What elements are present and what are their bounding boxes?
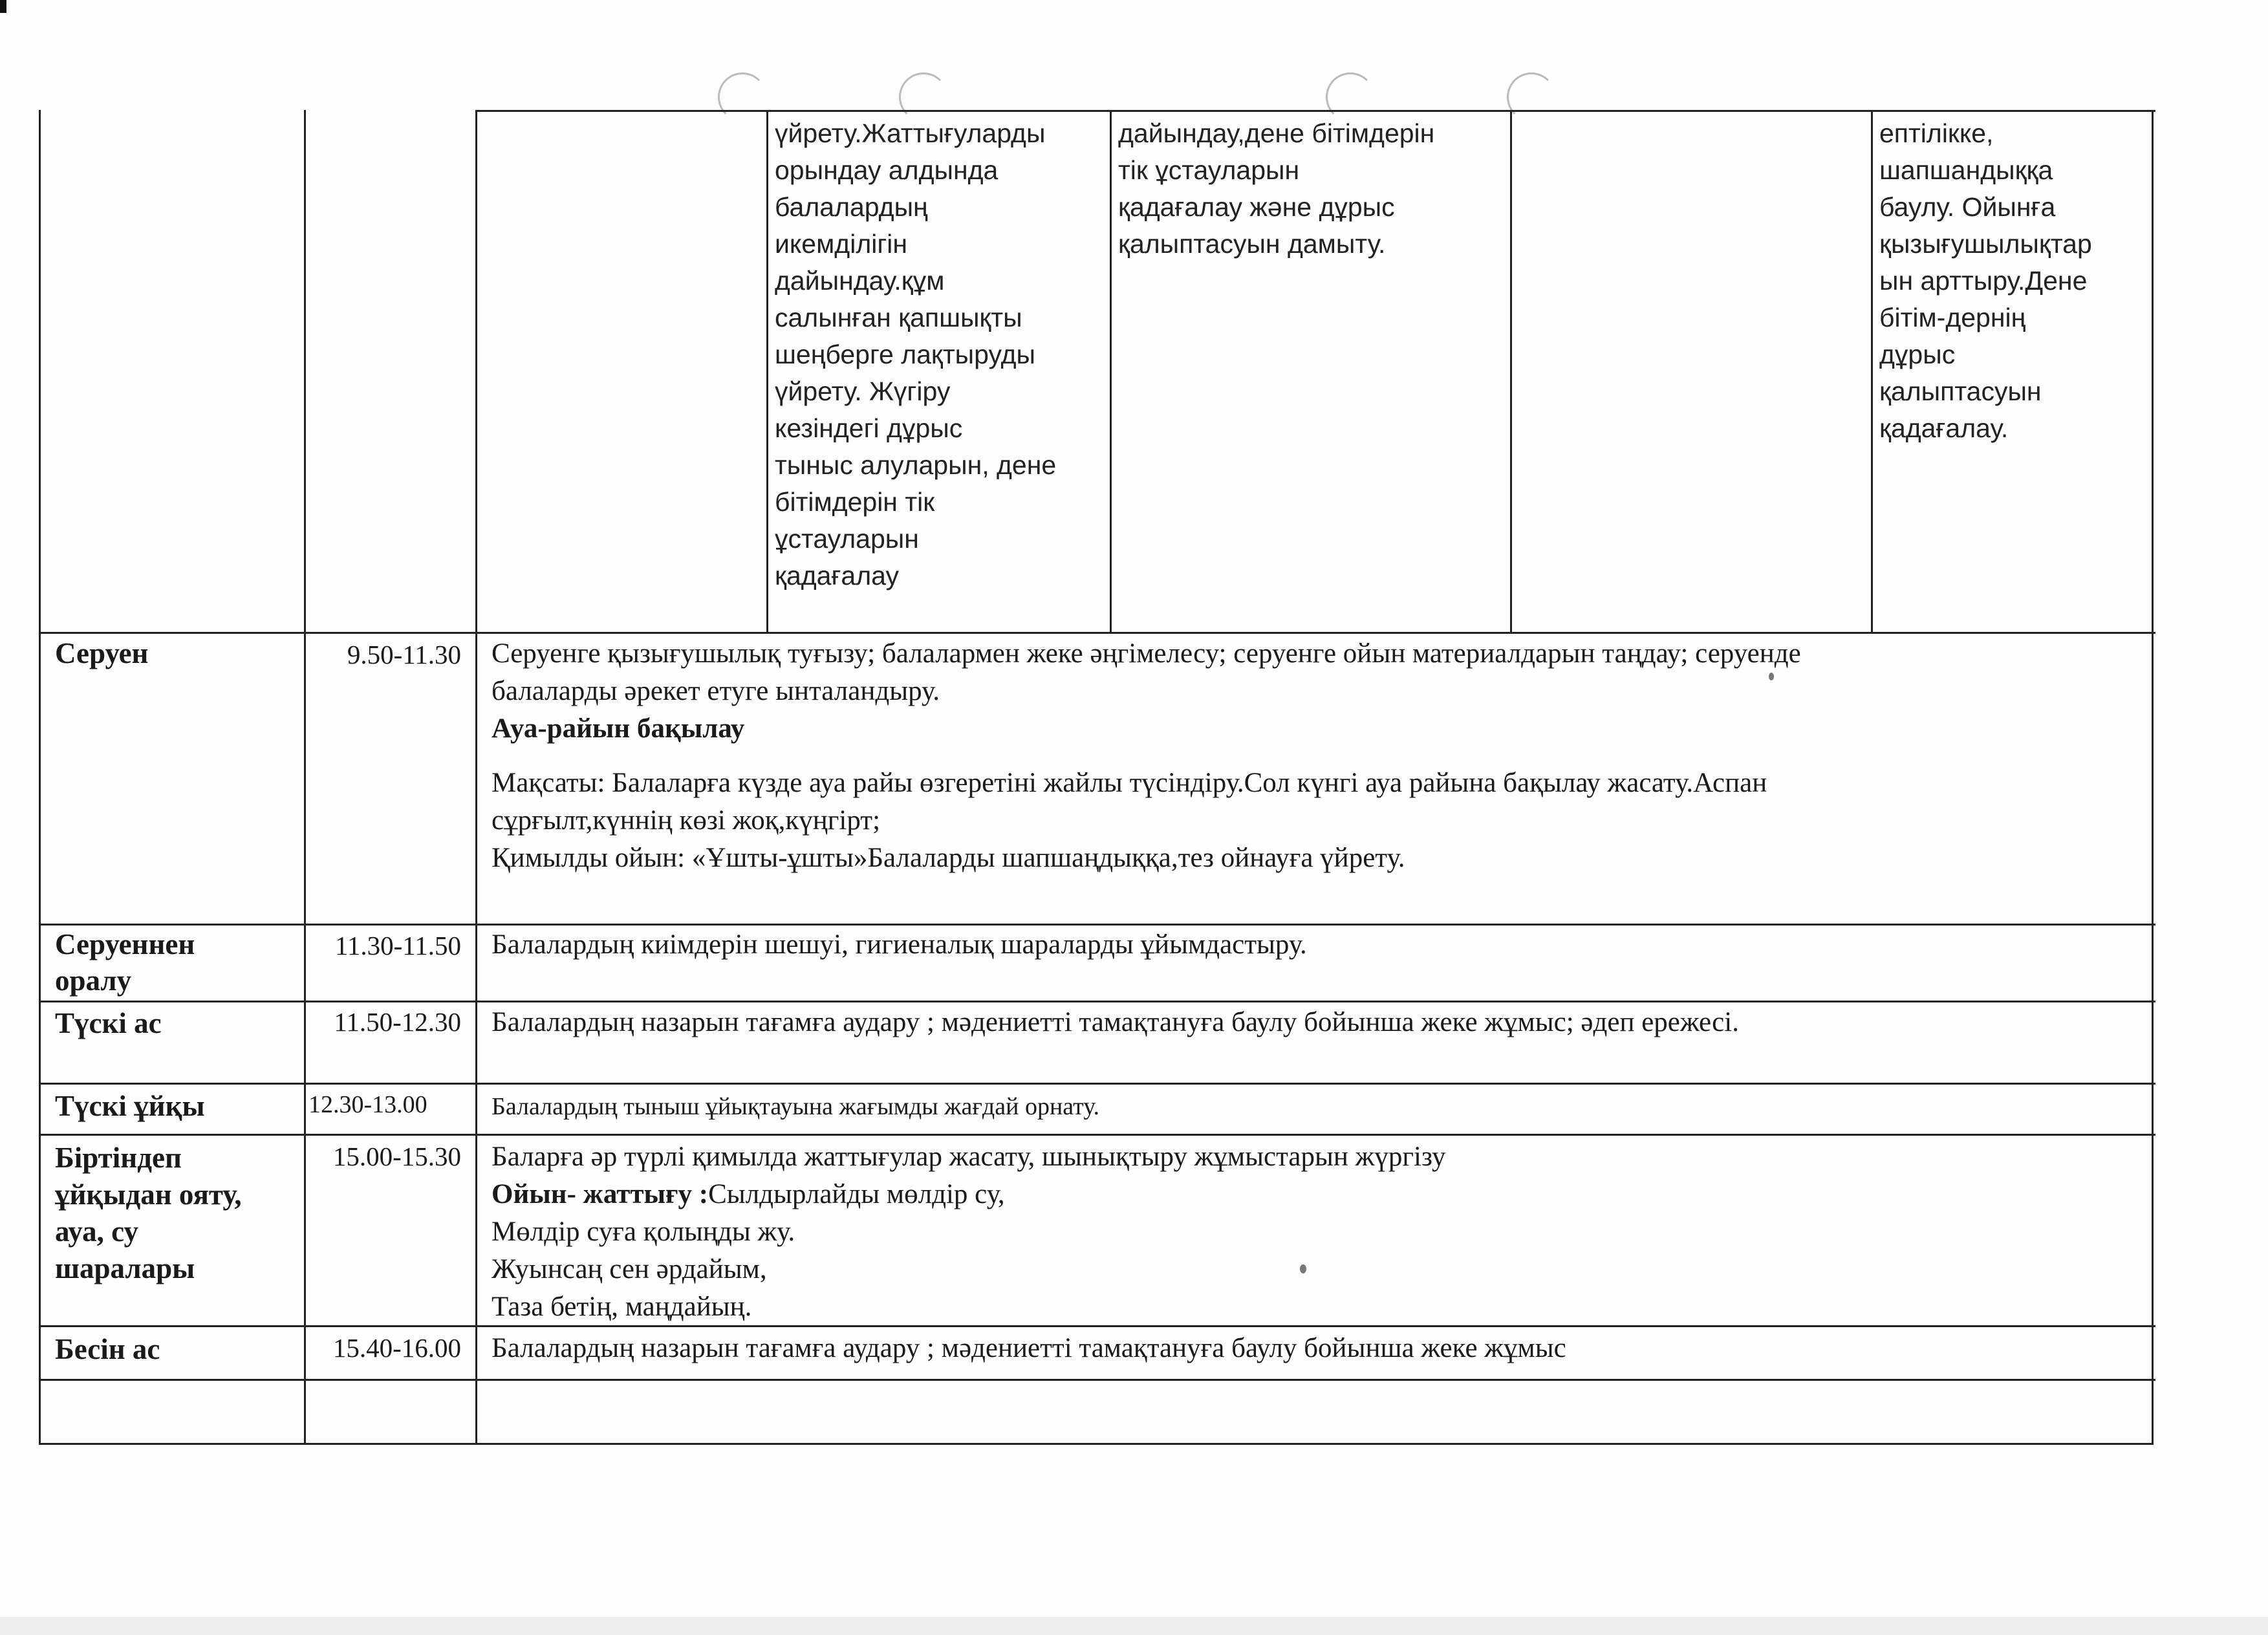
walk-subtitle: Ауа-райын бақылау: [491, 713, 745, 744]
row-time-return: 11.30-11.50: [334, 931, 461, 960]
walk-goal-text: Мақсаты: Балаларға күзде ауа райы өзгеретіні жайлы түсіндіру.Сол күнгі ауа райына бақылау жасату.Аспан сұрғылт,күннің көзі жоқ,күңгірт; Қимылды ойын: «Ұшты-ұшты»Балаларды шапшаңдыққа,тез ойнауға үйрету.: [491, 768, 1767, 873]
row-content-lunch: Балалардың назарын тағамға аудару ; мәдениетті тамақтануға баулу бойынша жеке жұмыс; әдеп ережесі.: [491, 1007, 1739, 1037]
row-time-wakeup: 15.00-15.30: [332, 1142, 461, 1171]
column-divider: [1510, 110, 1512, 634]
row-label-walk: Серуен: [55, 637, 149, 669]
row-content-nap: Балалардың тыныш ұйықтауына жағымды жағдай орнату.: [491, 1093, 1099, 1120]
row-divider: [41, 1134, 2155, 1136]
top-cell-col7: ептілікке, шапшандыққа баулу. Ойынға қызығушылықтар ын арттыру.Дене бітім-дернің дұрыс қалыптасуын қадағалау.: [1879, 118, 2092, 443]
walk-description: Серуенге қызығушылық туғызу; балалармен жеке әңгімелесу; серуенге ойын материалдарын таңдау; серуенде балаларды әрекет етуге ынталандыру.: [491, 638, 1801, 706]
row-label-return: Серуеннен оралу: [55, 928, 195, 997]
row-divider: [41, 632, 2155, 634]
wakeup-poem: Мөлдір суға қолыңды жу. Жуынсаң сен әрдайым, Таза бетің, маңдайың.: [491, 1217, 795, 1322]
row-time-nap: 12.30-13.00: [308, 1091, 427, 1118]
top-cell-col5: дайындау,дене бітімдерін тік ұстауларын қадағалау және дұрыс қалыптасуын дамыту.: [1118, 118, 1435, 259]
schedule-table: [39, 110, 2154, 1445]
top-border: [475, 110, 2155, 112]
wakeup-description: Баларға әр түрлі қимылда жаттығулар жасату, шынықтыру жұмыстарын жүргізу: [491, 1142, 1446, 1172]
row-label-snack: Бесін ас: [55, 1333, 160, 1365]
row-divider: [41, 1001, 2155, 1002]
scan-edge-mark: [0, 0, 6, 13]
row-label-wakeup: Біртіндеп ұйқыдан ояту, ауа, су шаралары: [55, 1142, 242, 1284]
row-time-walk: 9.50-11.30: [347, 640, 461, 669]
row-content-walk: [477, 635, 2152, 877]
game-text: Сылдырлайды мөлдір су,: [708, 1179, 1005, 1209]
row-content-snack: Балалардың назарын тағамға аудару ; мәдениетті тамақтануға баулу бойынша жеке жұмыс: [491, 1333, 1566, 1363]
row-divider: [41, 1379, 2155, 1381]
row-time-lunch: 11.50-12.30: [334, 1007, 461, 1037]
row-content-return: Балалардың киімдерін шешуі, гигиеналық шараларды ұйымдастыру.: [491, 929, 1307, 960]
row-label-nap: Түскі ұйқы: [55, 1090, 205, 1122]
scan-speck: [1769, 673, 1774, 680]
row-divider: [41, 924, 2155, 926]
top-cell-col4: үйрету.Жаттығуларды орындау алдында балалардың икемділігін дайындау.құм салынған қапшықты шеңберге лақтыруды үйрету. Жүгіру кезіндегі дұрыс тыныс алуларын, дене бітімдерін тік ұстауларын қадағалау: [775, 118, 1057, 590]
row-label-lunch: Түскі ас: [55, 1007, 162, 1039]
game-label: Ойын- жаттығу :: [491, 1179, 709, 1209]
scan-speck: [1300, 1264, 1306, 1273]
row-time-snack: 15.40-16.00: [332, 1333, 461, 1363]
scan-bottom-strip: [0, 1617, 2268, 1635]
column-divider: [304, 110, 306, 1445]
row-divider: [41, 1083, 2155, 1085]
row-content-wakeup: [477, 1138, 2152, 1326]
